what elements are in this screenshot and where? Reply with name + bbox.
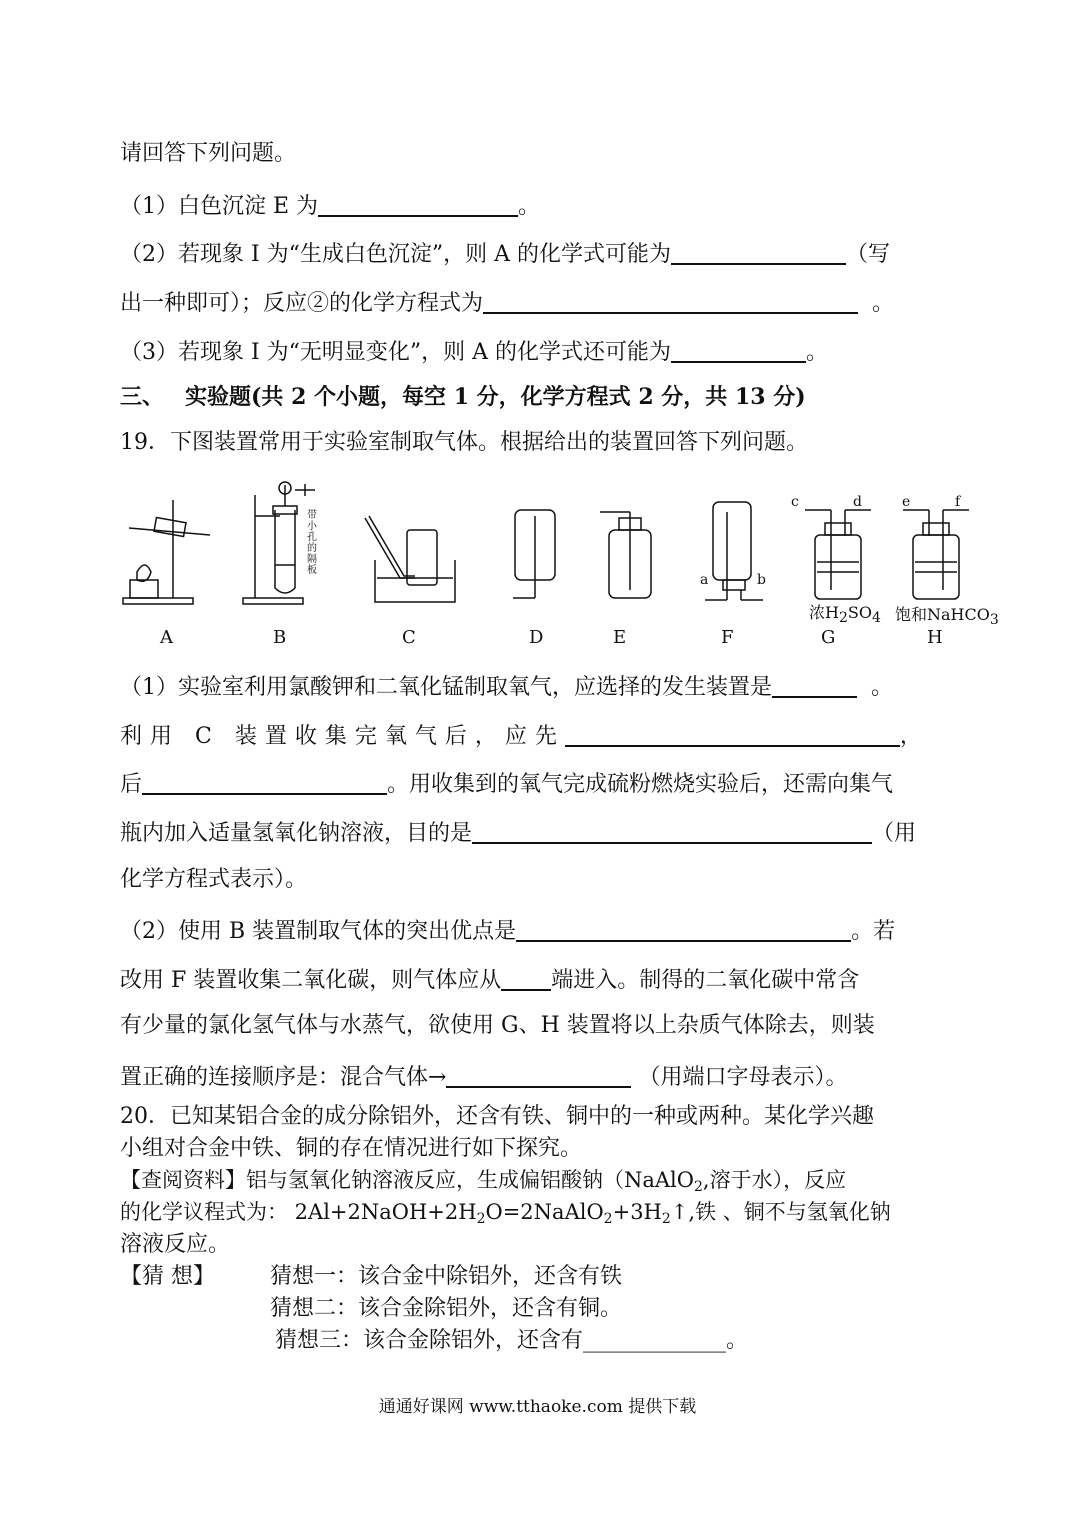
b-separator-label: 带小孔的隔板 <box>307 510 317 576</box>
label-c: C <box>402 627 416 648</box>
page-footer: 通通好课网 www.tthaoke.com 提供下载 <box>378 1397 697 1417</box>
q18-part1-end: 。 <box>518 194 541 219</box>
apparatus-f <box>705 502 763 600</box>
q19-part2-line4: 置正确的连接顺序是：混合气体→ （用端口字母表示）。 <box>120 1065 848 1090</box>
answer-blank[interactable] <box>446 1064 631 1088</box>
q18-part2-text: （2）若现象 I 为“生成白色沉淀”，则 A 的化学式可能为 <box>120 242 672 267</box>
q18-part2b <box>120 290 894 315</box>
q19-part1-line1: （1）实验室利用氯酸钾和二氧化锰制取氧气，应选择的发生装置是 。 <box>120 675 894 700</box>
q19-stem: 19．下图装置常用于实验室制取气体。根据给出的装置回答下列问题。 <box>120 430 808 455</box>
section-heading <box>120 386 806 409</box>
label-a: A <box>160 627 173 648</box>
port-b: b <box>757 572 766 588</box>
answer-blank[interactable] <box>516 918 851 942</box>
q19-part1-line2: 利用 C 装置收集完氧气后，应先 ， <box>120 724 922 749</box>
q20-line3: 【查阅资料】铝与氢氧化钠溶液反应，生成偏铝酸钠（NaAlO$_2$,溶于水），反应 <box>120 1168 847 1195</box>
q19-part2-line1: （2）使用 B 装置制取气体的突出优点是 。若 <box>120 919 896 944</box>
apparatus-h <box>903 510 969 599</box>
q18-part3-end: 。 <box>806 340 829 365</box>
guess-heading: 【猜 想】 <box>120 1264 215 1289</box>
port-c: c <box>791 494 799 510</box>
section-number: 三、 <box>120 384 165 410</box>
q18-part3 <box>120 339 828 364</box>
port-e: e <box>902 494 911 510</box>
answer-blank[interactable] <box>142 771 387 795</box>
answer-blank[interactable] <box>501 967 551 991</box>
port-a: a <box>700 572 709 588</box>
q19-part1-line4: 瓶内加入适量氢氧化钠溶液，目的是 （用 <box>120 821 917 846</box>
label-f: F <box>721 627 734 648</box>
apparatus-figure <box>115 480 1015 650</box>
apparatus-b <box>243 482 315 604</box>
guess-line3: 猜想三：该合金除铝外，还含有_____________。 <box>275 1328 749 1353</box>
answer-blank[interactable] <box>671 241 846 265</box>
apparatus-c <box>365 516 455 602</box>
intro-text: 请回答下列问题。 <box>120 141 297 166</box>
q20-line1: 20．已知某铝合金的成分除铝外，还含有铁、铜中的一种或两种。某化学兴趣 <box>120 1104 874 1129</box>
label-h: H <box>927 627 943 648</box>
label-b: B <box>273 627 287 648</box>
answer-blank[interactable]: _____________ <box>583 1328 727 1353</box>
q18-part2b-text: 出一种即可）；反应②的化学方程式为 <box>120 291 484 316</box>
label-e: E <box>613 627 627 648</box>
answer-blank[interactable] <box>483 290 858 314</box>
apparatus-d <box>513 510 555 598</box>
g-reagent-label: 浓H2SO4 <box>809 603 881 626</box>
answer-blank[interactable] <box>318 193 518 217</box>
answer-blank[interactable] <box>565 723 900 747</box>
h-reagent-label: 饱和NaHCO3 <box>895 605 999 628</box>
port-d: d <box>853 494 862 510</box>
answer-blank[interactable] <box>472 820 872 844</box>
q20-line2: 小组对合金中铁、铜的存在情况进行如下探究。 <box>120 1136 583 1161</box>
q18-part1 <box>120 193 540 218</box>
q20-line4: 的化学议程式为： $2Al+2NaOH+2H_2O=2NaAlO_2+3H_2↑$,铁 、铜不与氢氧化钠 <box>120 1200 891 1227</box>
answer-blank[interactable] <box>772 674 857 698</box>
label-d: D <box>529 627 544 648</box>
q19-part2-line2: 改用 F 装置收集二氧化碳，则气体应从 端进入。制得的二氧化碳中常含 <box>120 968 860 993</box>
q18-part2b-end: 。 <box>872 291 895 316</box>
label-g: G <box>821 627 836 648</box>
q20-line5: 溶液反应。 <box>120 1232 231 1257</box>
answer-blank[interactable] <box>671 339 806 363</box>
apparatus-e <box>600 512 651 598</box>
section-title: 实验题 <box>185 384 252 410</box>
q19-part1-line5: 化学方程式表示）。 <box>120 867 308 892</box>
q18-part2-end: （写 <box>846 242 891 267</box>
q19-part2-line3: 有少量的氯化氢气体与水蒸气，欲使用 G、H 装置将以上杂质气体除去，则装 <box>120 1013 875 1038</box>
q18-part1-text: （1）白色沉淀 E 为 <box>120 194 319 219</box>
q18-part3-text: （3）若现象 I 为“无明显变化”，则 A 的化学式还可能为 <box>120 340 672 365</box>
port-f: f <box>955 494 961 510</box>
q18-part2 <box>120 241 890 266</box>
apparatus-g <box>805 510 871 599</box>
guess-line1: 【猜 想】 猜想一：该合金中除铝外，还含有铁 <box>120 1264 623 1289</box>
q19-part1-line3: 后 。用收集到的氧气完成硫粉燃烧实验后，还需向集气 <box>120 772 894 797</box>
guess-line2: 猜想二：该合金除铝外，还含有铜。 <box>270 1296 623 1321</box>
apparatus-a <box>123 500 210 604</box>
section-note: (共 2 个小题，每空 1 分，化学方程式 2 分，共 13 分) <box>251 384 806 410</box>
